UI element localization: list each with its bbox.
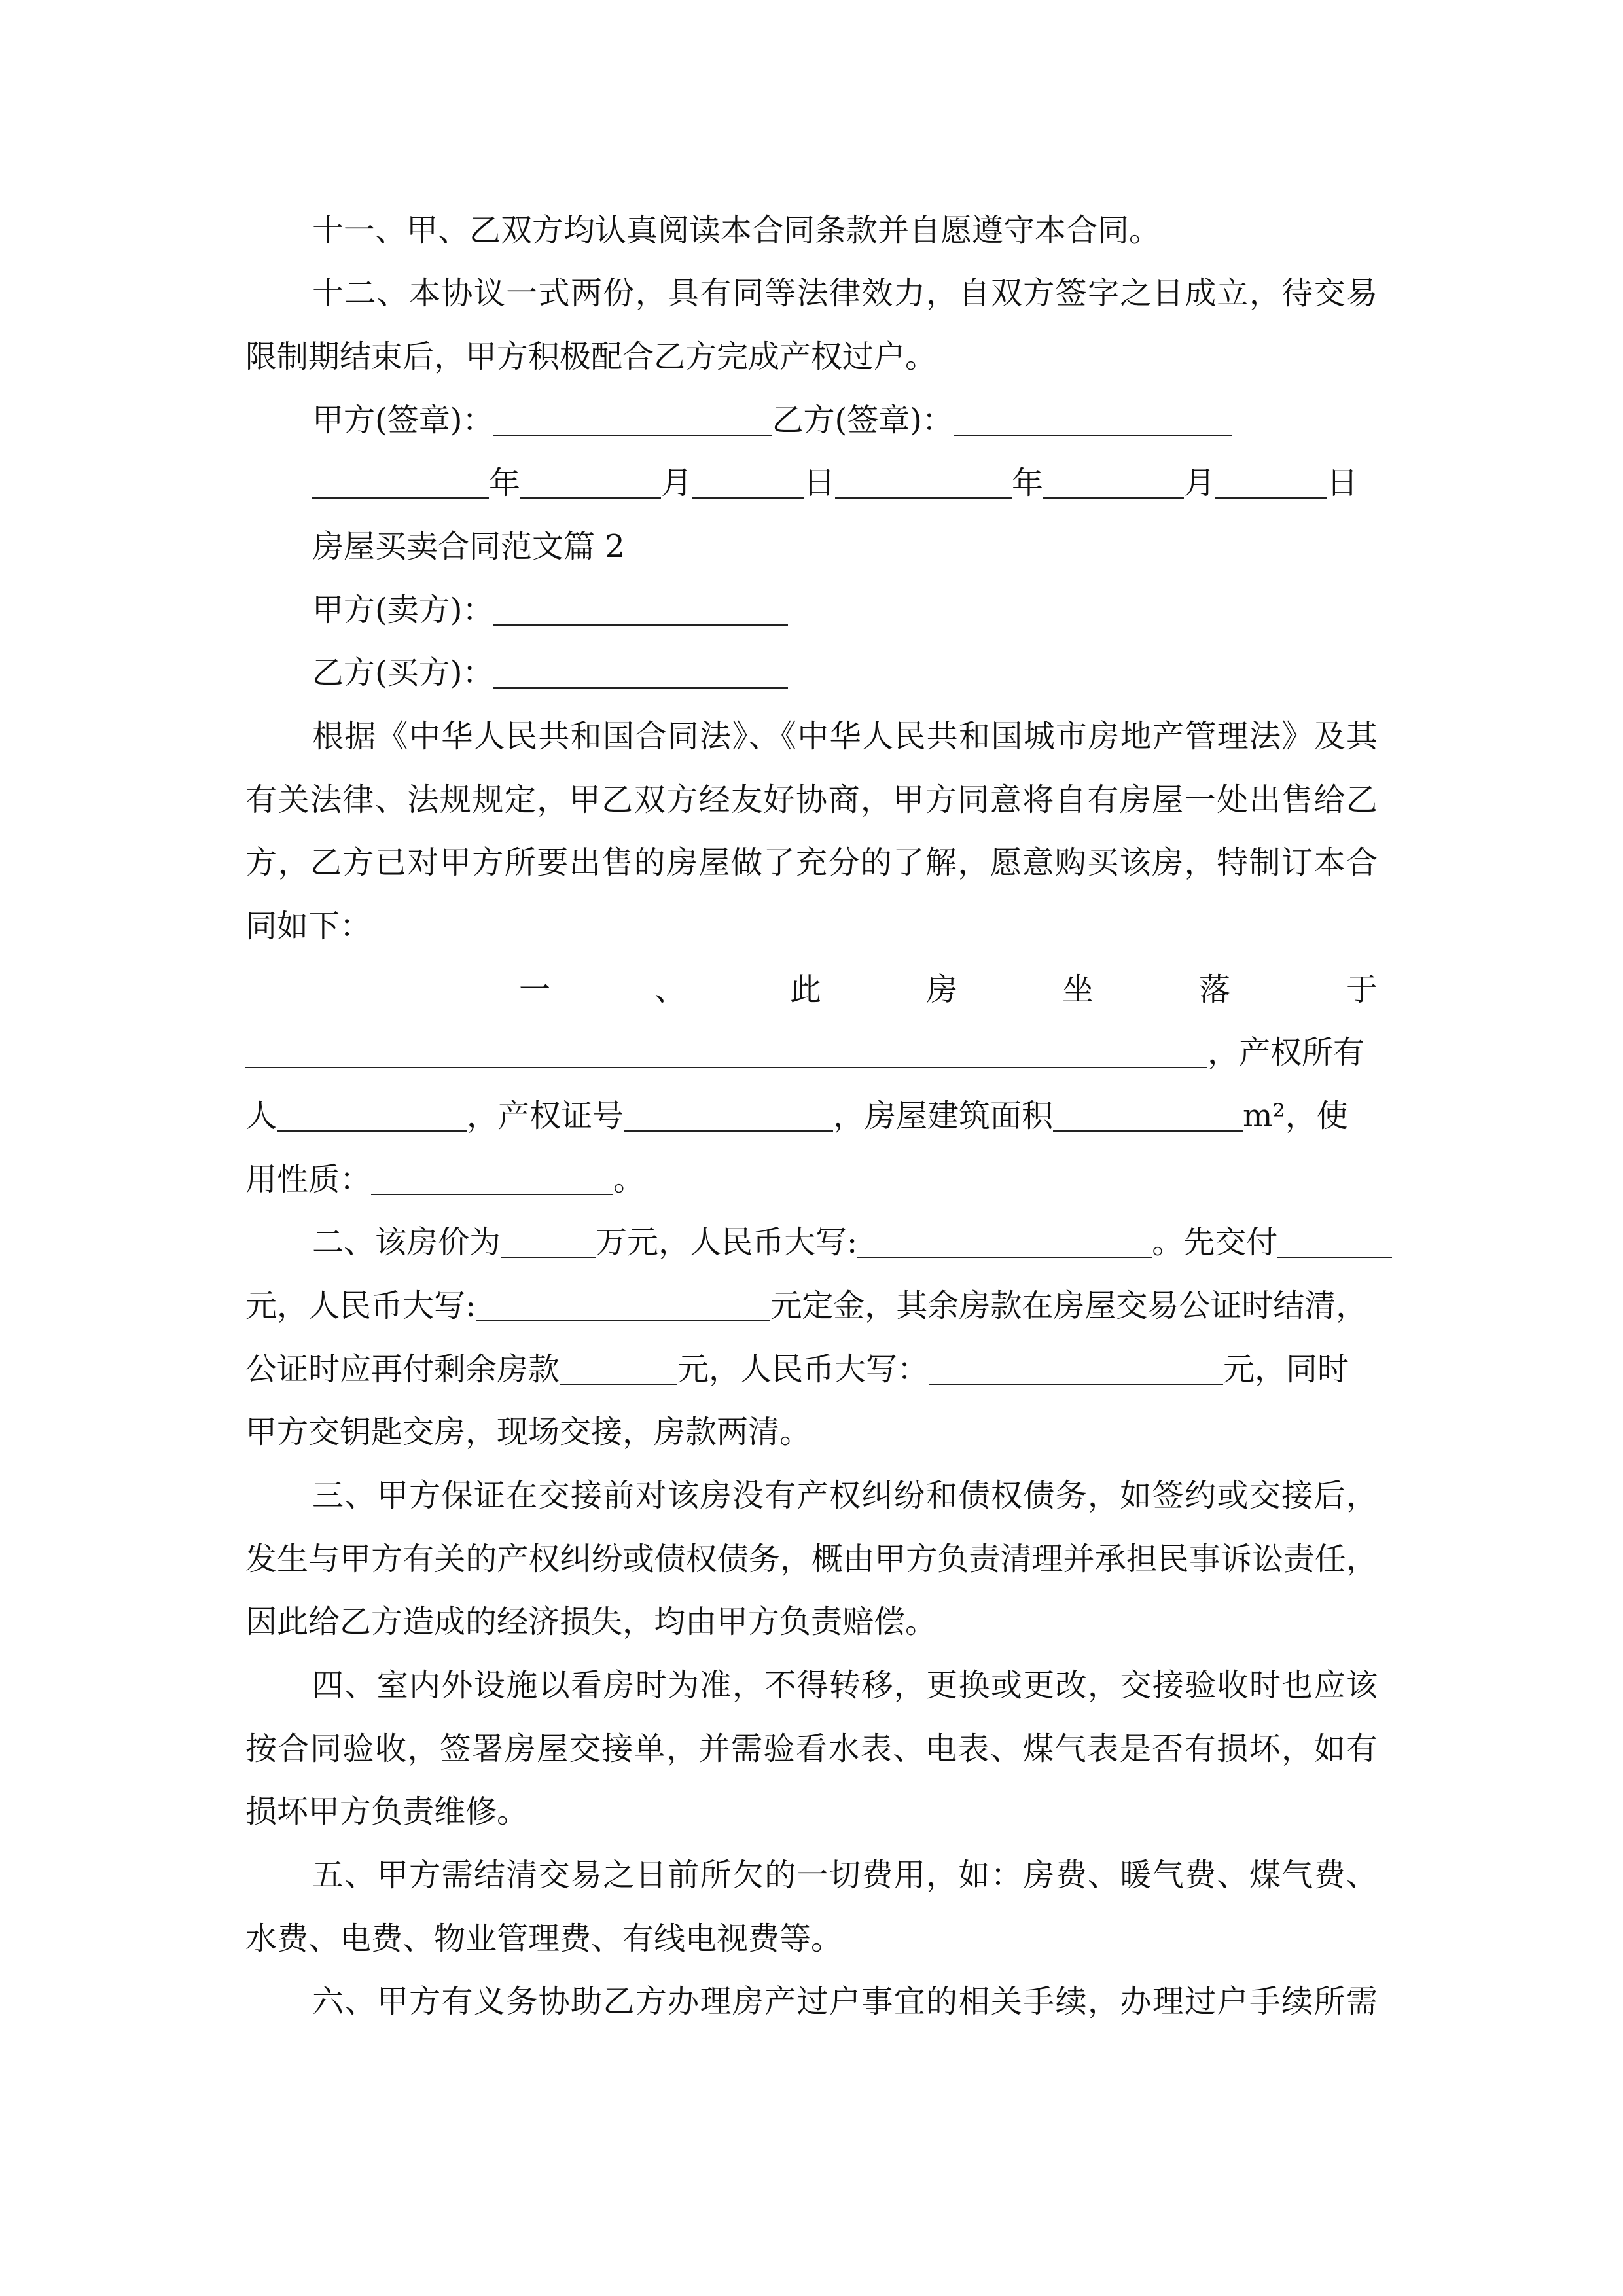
party-b-buyer-label: 乙方(买方)： [312,655,494,691]
clause-5-line2: 水费、电费、物业管理费、有线电视费等。 [245,1920,843,1957]
usage-label: 用性质： [245,1161,372,1198]
certificate-blank[interactable] [624,1102,833,1132]
clause-2-line2 [245,1286,1378,1325]
year-label-b: 年 [1012,465,1044,501]
preamble-line3: 方，乙方已对甲方所要出售的房屋做了充分的了解，愿意购买该房，特制订本合 [245,844,1378,881]
sign-party-a-blank[interactable] [493,406,772,436]
remaining-capital-label: 元，人民币大写： [677,1351,929,1388]
month-label-a: 月 [661,465,693,501]
preamble-line1: 根据《中华人民共和国合同法》、《中华人民共和国城市房地产管理法》及其 [312,718,1378,755]
clause-4-line2: 按合同验收，签署房屋交接单，并需验看水表、电表、煤气表是否有损坏，如有 [245,1731,1378,1767]
date-year-blank-b[interactable] [835,469,1012,499]
area-blank[interactable] [1053,1102,1243,1132]
sign-party-b-blank[interactable] [954,406,1232,436]
certificate-label: ，产权证号 [467,1098,624,1134]
date-month-blank-a[interactable] [520,469,661,499]
owner-blank[interactable] [277,1102,467,1132]
usage-blank[interactable] [371,1165,613,1195]
price-capital-label: 万元，人民币大写: [596,1224,858,1261]
clause-1-char: 一 [519,971,551,1008]
clause-3-line3: 因此给乙方造成的经济损失，均由甲方负责赔偿。 [245,1604,937,1640]
clause-5-line1: 五、甲方需结清交易之日前所欠的一切费用，如：房费、暖气费、煤气费、 [312,1857,1378,1893]
date-year-blank-a[interactable] [312,469,489,499]
price-blank[interactable] [501,1228,596,1258]
clause-1-line2-tail: ，产权所有 [1207,1034,1365,1071]
sign-party-b-label: 乙方(签章)： [772,402,954,439]
price-capital-blank[interactable] [857,1228,1152,1258]
usage-end: 。 [613,1161,645,1198]
date-day-blank-a[interactable] [692,469,804,499]
clause-11: 十一、甲、乙双方均认真阅读本合同条款并自愿遵守本合同。 [312,212,1161,249]
remaining-label: 公证时应再付剩余房款 [245,1351,560,1388]
party-b-buyer-blank[interactable] [493,658,788,689]
clause-12-line1: 十二、本协议一式两份，具有同等法律效力，自双方签字之日成立，待交易 [312,275,1378,312]
clause-3-line1: 三、甲方保证在交接前对该房没有产权纠纷和债权债务，如签约或交接后， [312,1477,1378,1514]
property-location-blank[interactable] [245,1038,1207,1068]
owner-label: 人 [245,1098,277,1134]
clause-1-line3 [245,1096,1378,1136]
party-b-buyer-line [312,653,1378,692]
preamble-line2: 有关法律、法规规定，甲乙双方经友好协商，甲方同意将自有房屋一处出售给乙 [245,781,1378,818]
section-heading: 房屋买卖合同范文篇 2 [312,528,625,565]
clause-1-line4 [245,1160,1378,1199]
clause-1-char: 坐 [1062,971,1094,1008]
clause-2-line3 [245,1350,1378,1389]
clause-2-line3-tail: 元，同时 [1223,1351,1349,1388]
clause-1-char: 此 [790,971,822,1008]
clause-2-line1 [312,1223,1378,1262]
deposit-capital-blank[interactable] [476,1291,770,1321]
clause-1-char: 、 [654,971,687,1008]
year-label-a: 年 [489,465,521,501]
clause-4-line3: 损坏甲方负责维修。 [245,1793,529,1830]
date-day-blank-b[interactable] [1215,469,1327,499]
area-unit-label: m²，使 [1243,1098,1348,1134]
clause-3-line2: 发生与甲方有关的产权纠纷或债权债务，概由甲方负责清理并承担民事诉讼责任， [245,1541,1378,1577]
deposit-capital-label: 元，人民币大写: [245,1287,476,1324]
clause-12-line2: 限制期结束后，甲方积极配合乙方完成产权过户。 [245,338,937,375]
deposit-blank[interactable] [1277,1228,1392,1258]
remaining-capital-blank[interactable] [929,1355,1223,1385]
area-label: ，房屋建筑面积 [833,1098,1054,1134]
party-a-seller-blank[interactable] [493,596,788,626]
deposit-label: 。先交付 [1152,1224,1278,1261]
party-a-seller-label: 甲方(卖方)： [312,592,494,628]
clause-4-line1: 四、室内外设施以看房时为准，不得转移，更换或更改，交接验收时也应该 [312,1667,1378,1704]
preamble-line4: 同如下： [245,908,372,944]
price-label: 二、该房价为 [312,1224,501,1261]
month-label-b: 月 [1184,465,1216,501]
date-month-blank-b[interactable] [1043,469,1184,499]
sign-party-a-label: 甲方(签章)： [312,402,494,439]
clause-2-line4: 甲方交钥匙交房，现场交接，房款两清。 [245,1414,812,1450]
clause-2-line2-tail: 元定金，其余房款在房屋交易公证时结清， [770,1287,1368,1324]
signature-line [312,401,1378,440]
clause-1-char: 于 [1346,971,1378,1008]
date-line [312,463,1378,503]
day-label-a: 日 [804,465,836,501]
clause-1-line2 [245,1033,1378,1072]
day-label-b: 日 [1327,465,1359,501]
remaining-blank[interactable] [560,1355,677,1385]
clause-1-char: 落 [1199,971,1231,1008]
clause-6-line1: 六、甲方有义务协助乙方办理房产过户事宜的相关手续，办理过户手续所需 [312,1983,1378,2020]
party-a-seller-line [312,590,1378,630]
clause-1-char: 房 [926,971,958,1008]
